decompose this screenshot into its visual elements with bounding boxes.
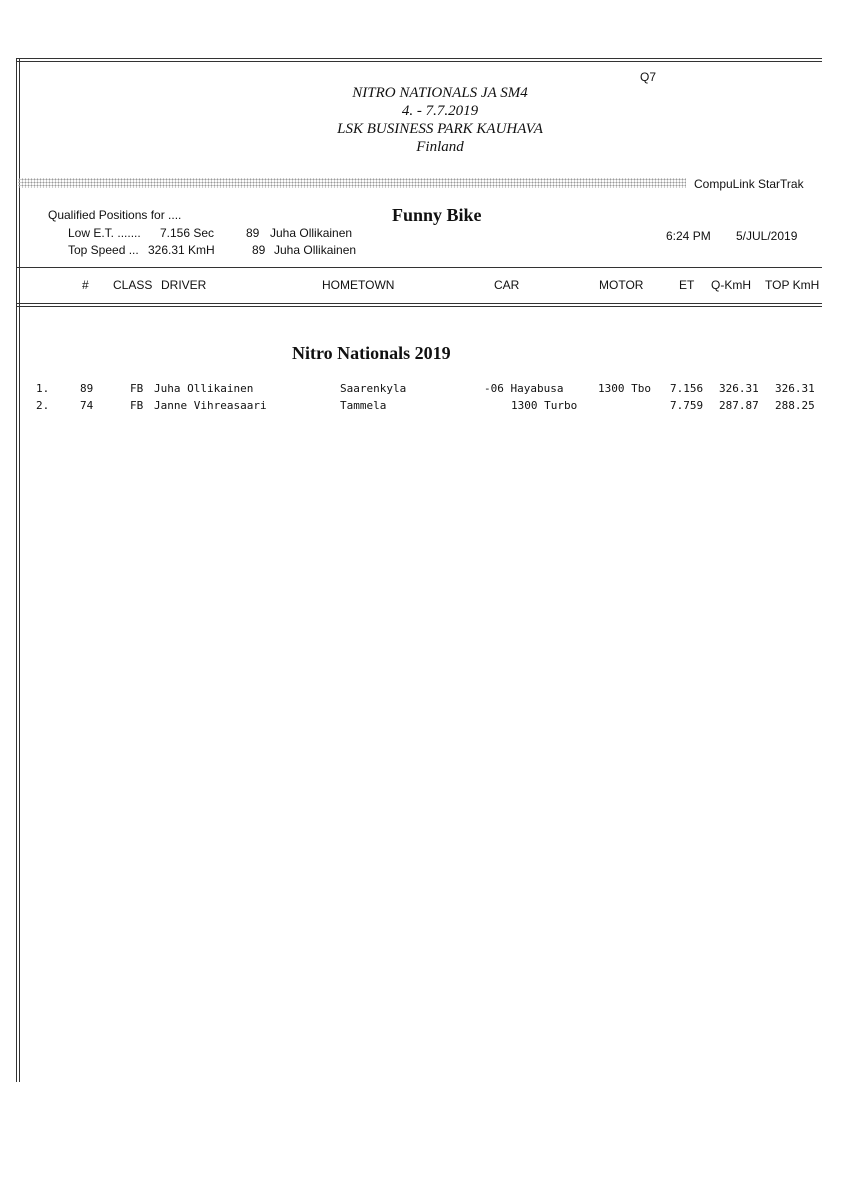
event-header <box>160 84 720 156</box>
top-speed-label: Top Speed ... <box>68 243 139 257</box>
row-et: 7.759 <box>670 399 704 412</box>
column-header-topkmh: TOP KmH <box>765 278 820 292</box>
row-number: 89 <box>80 382 94 395</box>
column-header-class: CLASS <box>113 278 153 292</box>
low-et-label: Low E.T. ....... <box>68 226 141 240</box>
column-header-num: # <box>82 278 89 292</box>
event-venue: LSK BUSINESS PARK KAUHAVA <box>337 121 543 137</box>
event-name: NITRO NATIONALS JA SM4 <box>352 85 528 101</box>
class-title: Funny Bike <box>392 205 482 225</box>
low-et-driver: Juha Ollikainen <box>270 226 353 240</box>
section-title: Nitro Nationals 2019 <box>292 343 451 363</box>
frame-left-line <box>16 58 17 1082</box>
row-class: FB <box>130 382 144 395</box>
row-motor: 1300 Tbo <box>598 382 651 395</box>
qualified-heading: Qualified Positions for .... <box>48 208 182 222</box>
event-dates: 4. - 7.7.2019 <box>401 103 479 119</box>
column-header-hometown: HOMETOWN <box>322 278 395 292</box>
header-top-line <box>16 267 822 268</box>
frame-top-line-inner <box>16 61 822 62</box>
top-speed-value: 326.31 KmH <box>148 243 215 257</box>
column-header-et: ET <box>679 278 695 292</box>
row-number: 74 <box>80 399 94 412</box>
row-et: 7.156 <box>670 382 704 395</box>
software-name: CompuLink StarTrak <box>694 177 804 191</box>
top-speed-number: 89 <box>252 243 266 257</box>
row-qkmh: 326.31 <box>719 382 759 395</box>
column-header-driver: DRIVER <box>161 278 207 292</box>
row-position: 1. <box>36 382 50 395</box>
report-date: 5/JUL/2019 <box>736 229 798 243</box>
low-et-value: 7.156 Sec <box>160 226 215 240</box>
row-topkmh: 288.25 <box>775 399 815 412</box>
frame-left-line-inner <box>19 58 20 1082</box>
row-car: -06 Hayabusa <box>484 382 564 395</box>
dotted-separator <box>18 178 686 188</box>
column-header-car: CAR <box>494 278 520 292</box>
frame-top-line <box>16 58 822 59</box>
row-topkmh: 326.31 <box>775 382 815 395</box>
header-bottom-line-inner <box>16 306 822 307</box>
row-qkmh: 287.87 <box>719 399 759 412</box>
column-header-motor: MOTOR <box>599 278 644 292</box>
row-driver: Juha Ollikainen <box>154 382 254 395</box>
row-class: FB <box>130 399 144 412</box>
top-speed-driver: Juha Ollikainen <box>274 243 357 257</box>
report-time: 6:24 PM <box>666 229 711 243</box>
row-hometown: Saarenkyla <box>340 382 407 395</box>
column-header-qkmh: Q-KmH <box>711 278 751 292</box>
header-bottom-line <box>16 303 822 304</box>
row-position: 2. <box>36 399 50 412</box>
event-country: Finland <box>416 139 464 155</box>
row-car: 1300 Turbo <box>511 399 578 412</box>
page-code: Q7 <box>640 70 657 84</box>
low-et-number: 89 <box>246 226 260 240</box>
row-hometown: Tammela <box>340 399 387 412</box>
row-driver: Janne Vihreasaari <box>154 399 267 412</box>
